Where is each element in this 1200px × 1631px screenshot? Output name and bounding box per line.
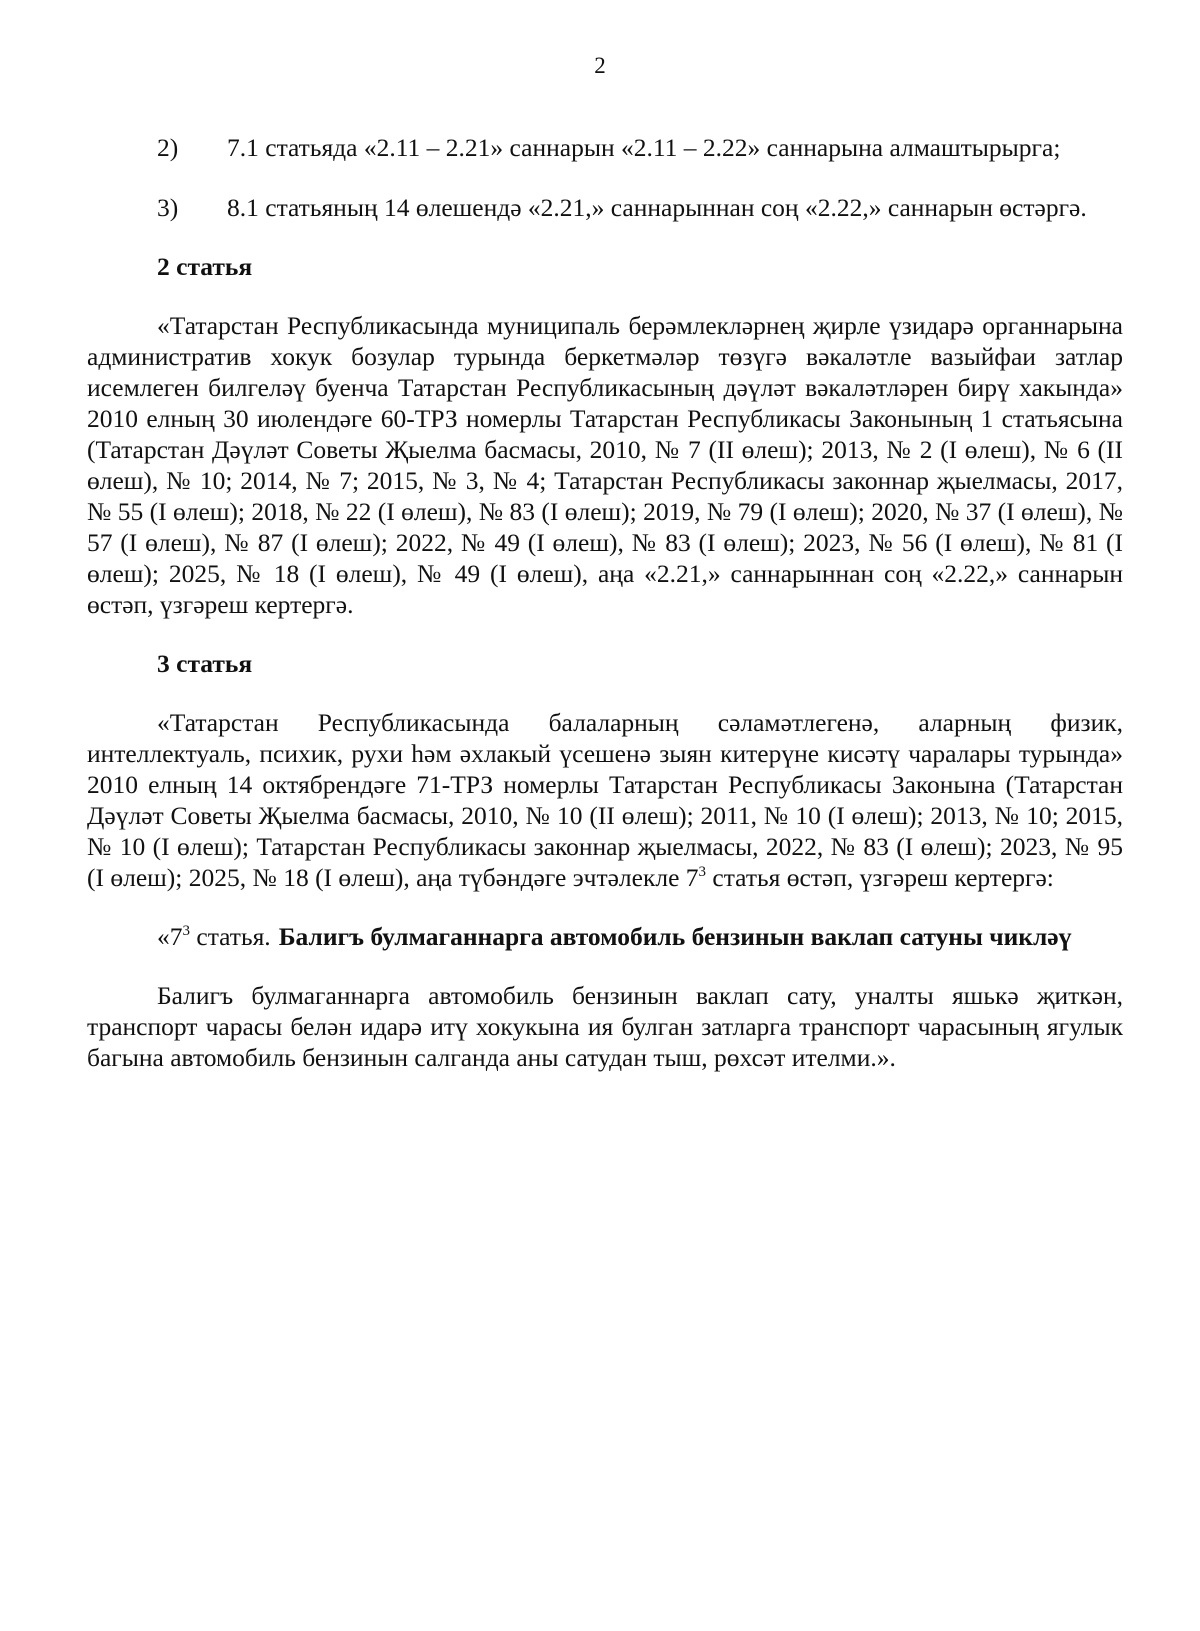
article-2-text: «Татарстан Республикасында муниципаль берәмлекләрнең җирле үзидарә органнарына административ хокук бозулар турында беркетмәләр төзүгә вәкаләтле вазыйфаи затлар исемлеген билгеләү буенча Татарстан Республикасының дәүләт вәкаләтләрен бирү хакында» 2010 елның 30 июлендәге 60-ТРЗ номерлы Татарстан Республикасы Законының 1 статьясына (Татарстан Дәүләт Советы Җыелма басмасы, 2010, № 7 (II өлеш); 2013, № 2 (I өлеш), № 6 (II өлеш), № 10; 2014, № 7; 2015, № 3, № 4; Татарстан Республикасы законнар җыелмасы, 2017, № 55 (I өлеш); 2018, № 22 (I өлеш), № 83 (I өлеш); 2019, № 79 (I өлеш); 2020, № 37 (I өлеш), № 57 (I өлеш), № 87 (I өлеш); 2022, № 49 (I өлеш), № 83 (I өлеш); 2023, № 56 (I өлеш), № 81 (I өлеш); 2025, № 18 (I өлеш), № 49 (I өлеш), аңа «2.21,» саннарыннан соң «2.22,» саннарын өстәп, үзгәреш кертергә. [87, 311, 1123, 619]
label-word: статья. [190, 922, 271, 951]
list-item-2 [87, 132, 1123, 163]
page-number: 2 [594, 53, 606, 78]
article-7-3-text: Балигъ булмаганнарга автомобиль бензинын ваклап сату, уналты яшькә җиткән, транспорт чарасы белән идарә итү хокукына ия булган затларга транспорт чарасының ягулык багына автомобиль бензинын салганда аны сатудан тыш, рөхсәт ителми.». [87, 981, 1123, 1072]
list-item-number: 3) [157, 193, 179, 222]
article-3-text-tail: статья өстәп, үзгәреш кертергә: [706, 863, 1054, 892]
article-2-heading: 2 статья [157, 252, 253, 281]
article-7-3-title-block [87, 921, 1123, 952]
article-3-heading: 3 статья [157, 649, 253, 678]
superscript: 3 [698, 864, 707, 880]
article-3-text [87, 707, 1123, 893]
superscript: 3 [182, 923, 190, 939]
list-item-number: 2) [157, 133, 179, 162]
document-body [87, 132, 1123, 1073]
article-7-3-label [157, 921, 279, 952]
list-item-text: 7.1 статьяда «2.11 – 2.21» саннарын «2.11 – 2.22» саннарына алмаштырырга; [227, 133, 1061, 162]
list-item-text: 8.1 статьяның 14 өлешендә «2.21,» саннарыннан соң «2.22,» саннарын өстәргә. [227, 193, 1087, 222]
list-item-3 [87, 192, 1123, 223]
article-7-3-title: Балигъ булмаганнарга автомобиль бензинын ваклап сатуны чикләү [278, 922, 1072, 951]
article-3-text-main: «Татарстан Республикасында балаларның сәламәтлегенә, аларның физик, интеллектуаль, психик, рухи һәм әхлакый үсешенә зыян китерүне кисәтү чаралары турында» 2010 елның 14 октябрендәге 71-ТРЗ номерлы Татарстан Республикасы Законына (Татарстан Дәүләт Советы Җыелма басмасы, 2010, № 10 (II өлеш); 2011, № 10 (I өлеш); 2013, № 10; 2015, № 10 (I өлеш); Татарстан Республикасы законнар җыелмасы, 2022, № 83 (I өлеш); 2023, № 95 (I өлеш); 2025, № 18 (I өлеш), аңа түбәндәге эчтәлекле 7 [87, 708, 1123, 892]
label-open: «7 [157, 922, 183, 951]
